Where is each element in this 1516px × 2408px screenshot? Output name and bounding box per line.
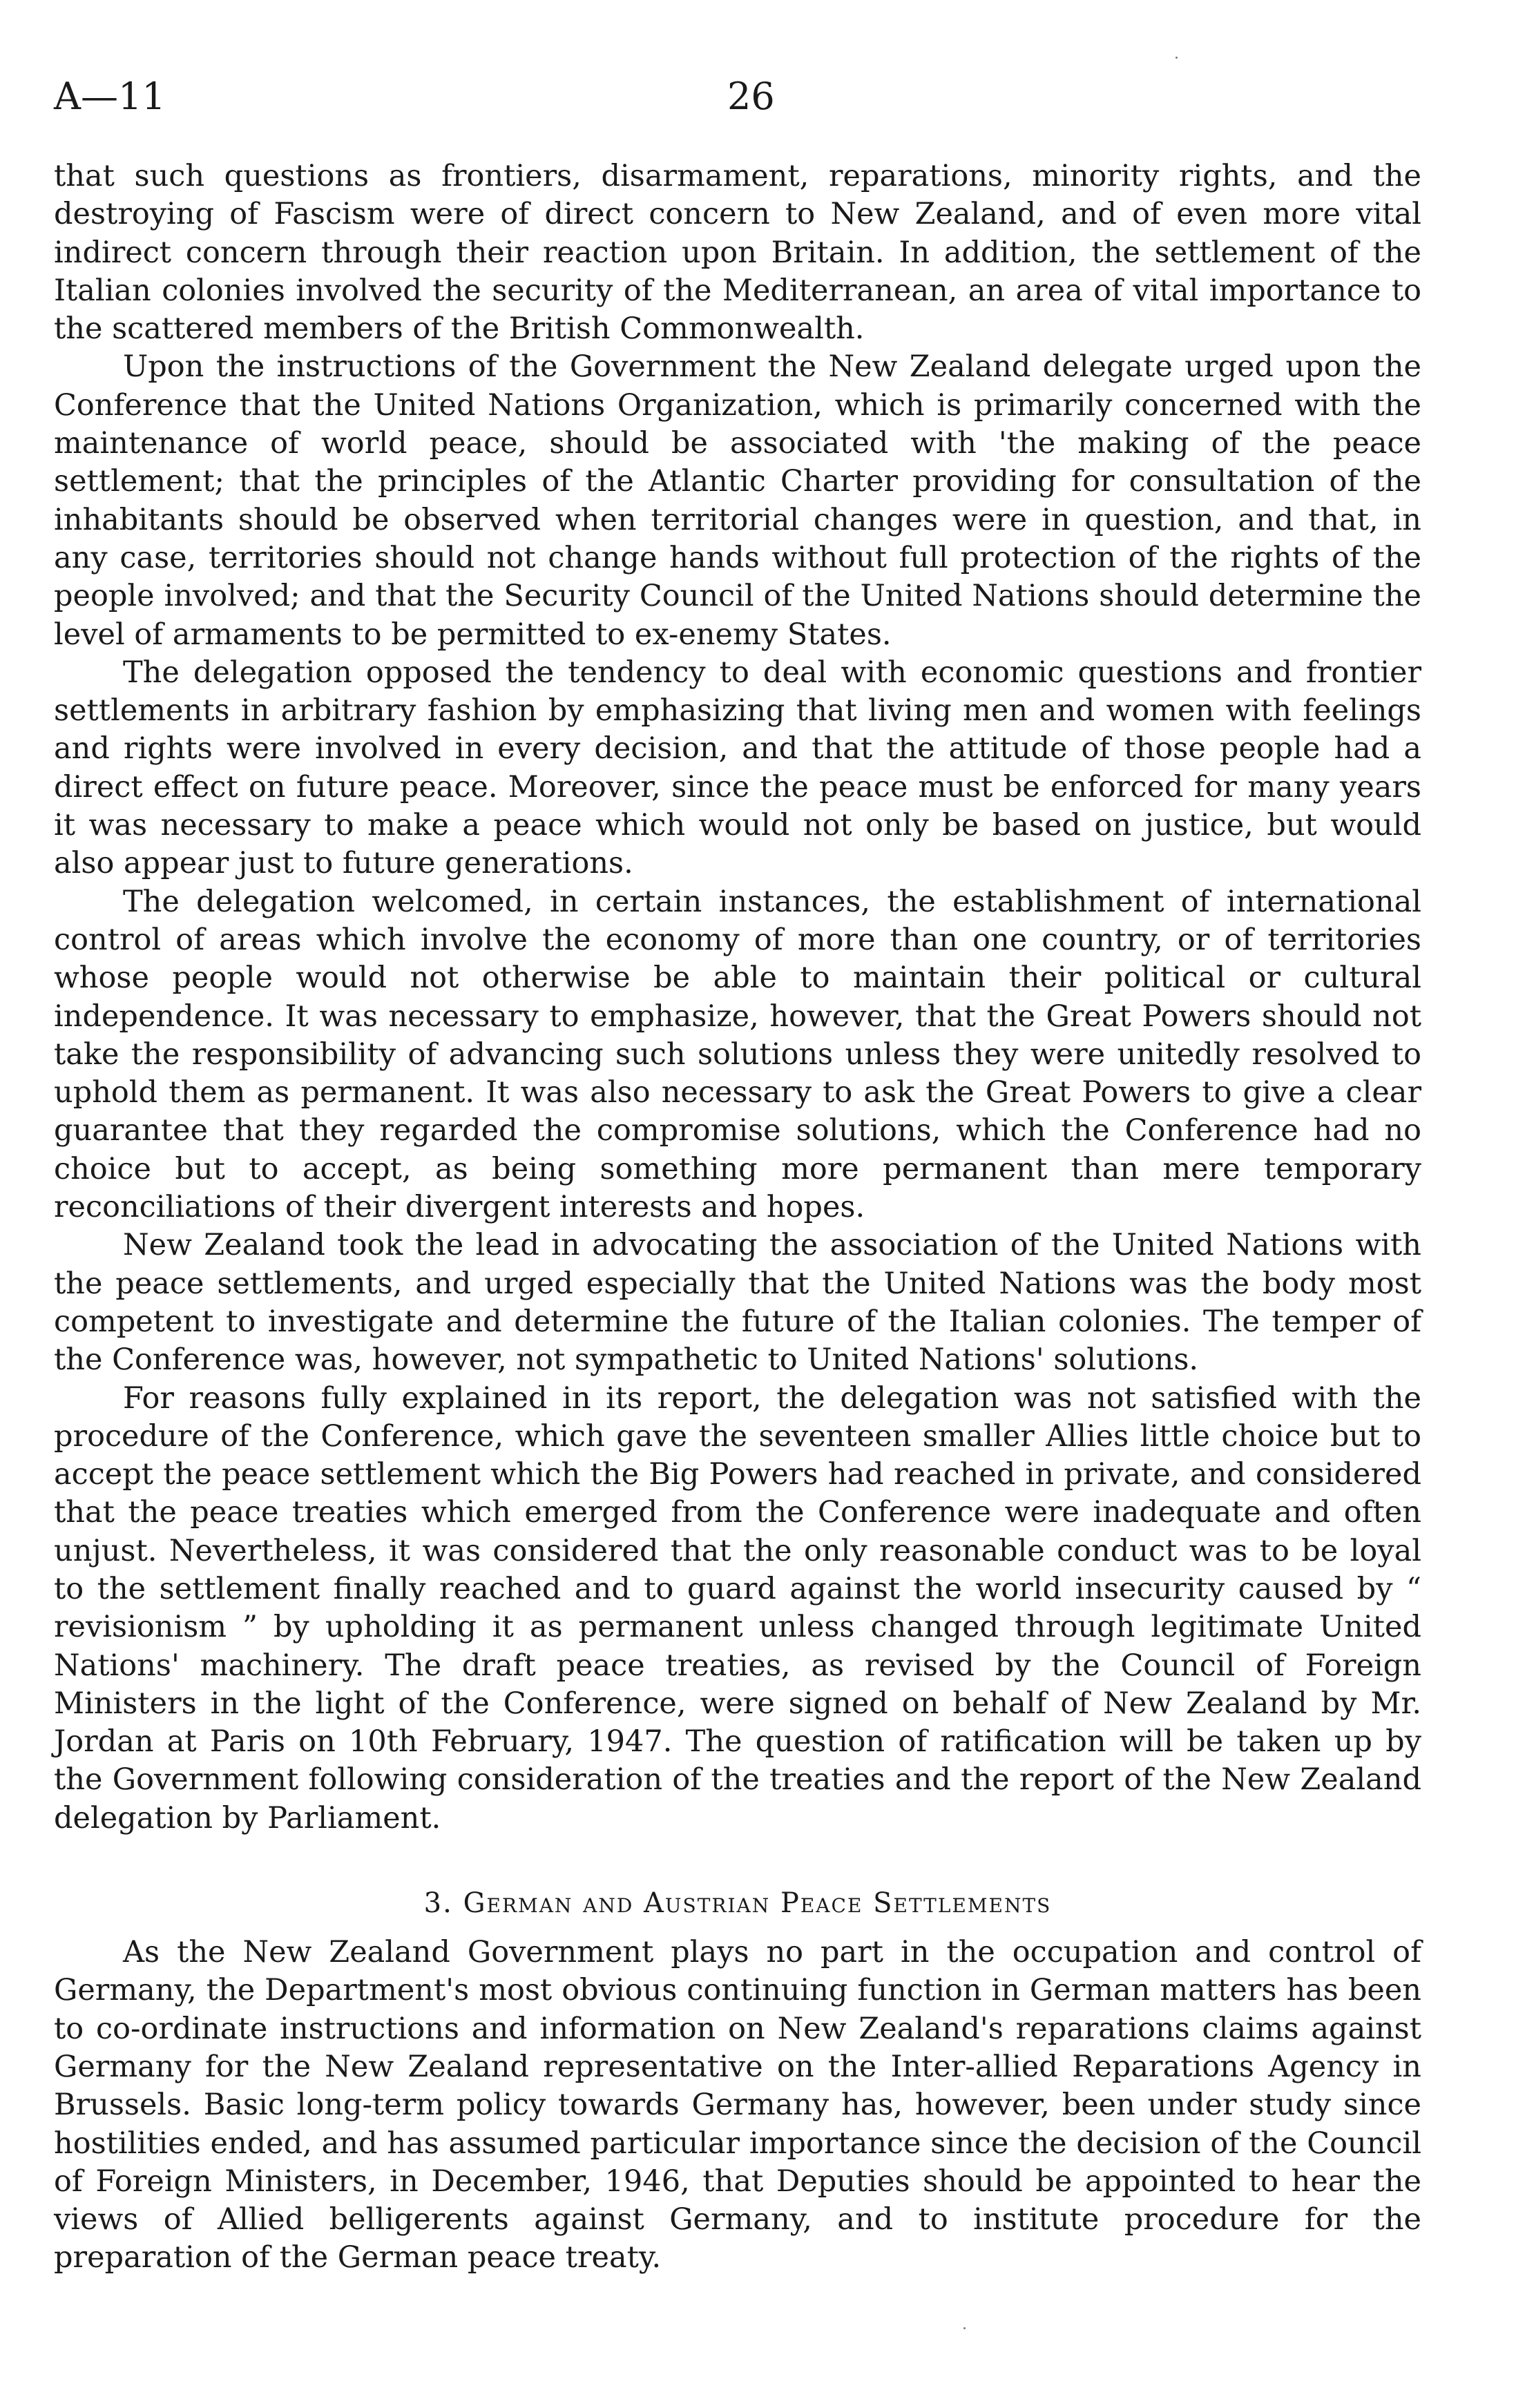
section-number: 3. [423,1887,453,1920]
page-header [54,69,1421,124]
section-title: German and Austrian Peace Settlements [463,1887,1052,1920]
document-reference: A—11 [54,75,166,118]
scan-speck [963,2327,966,2329]
page-number: 26 [727,75,775,118]
paragraph-7: As the New Zealand Government plays no part in the occupation and control of Germany, the Department's most obvious continuing function in German matters has been to co-ordinate instructions and information on New Zealand's reparations claims against Germany for the New Zealand representative on the Inter-allied Reparations Agency in Brussels. Basic long-term policy towards Germany has, however, been under study since hostilities ended, and has assumed particular importance since the decision of the Council of Foreign Ministers, in December, 1946, that Deputies should be appointed to hear the views of Allied belligerents against Germany, and to institute procedure for the preparation of the German peace treaty. [54,1935,1421,2275]
document-page [54,69,1421,2277]
body-text [54,157,1421,2277]
paragraph-4: The delegation welcomed, in certain instances, the establishment of international control of areas which involve the economy of more than one country, or of territories whose people would not otherwise be able to maintain their political or cultural independence. It was necessary to emphasize, however, that the Great Powers should not take the responsibility of advancing such solutions unless they were unitedly resolved to uphold them as permanent. It was also necessary to ask the Great Powers to give a clear guarantee that they regarded the compromise solutions, which the Conference had no choice but to accept, as being something more permanent than mere temporary reconciliations of their divergent interests and hopes. [54,884,1421,1225]
paragraph-3: The delegation opposed the tendency to deal with economic questions and frontier settlements in arbitrary fashion by emphasizing that living men and women with feelings and rights were involved in every decision, and that the attitude of those people had a direct effect on future peace. Moreover, since the peace must be enforced for many years it was necessary to make a peace which would not only be based on justice, but would also appear just to future generations. [54,655,1421,881]
paragraph-5: New Zealand took the lead in advocating the association of the United Nations with the peace settlements, and urged especially that the United Nations was the body most competent to investigate and determine the future of the Italian colonies. The temper of the Conference was, however, not sympathetic to United Nations' solutions. [54,1228,1421,1378]
paragraph-6: For reasons fully explained in its report, the delegation was not satisfied with the procedure of the Conference, which gave the seventeen smaller Allies little choice but to accept the peace settlement which the Big Powers had reached in private, and considered that the peace treaties which emerged from the Conference were inadequate and often unjust. Nevertheless, it was considered that the only reasonable conduct was to be loyal to the settlement finally reached and to guard against the world insecurity caused by “ revisionism ” by upholding it as permanent unless changed through legitimate United Nations' machinery. The draft peace treaties, as revised by the Council of Foreign Ministers in the light of the Conference, were signed on behalf of New Zealand by Mr. Jordan at Paris on 10th February, 1947. The question of ratification will be taken up by the Government following consideration of the treaties and the report of the New Zealand delegation by Parliament. [54,1380,1421,1836]
paragraph-1: that such questions as frontiers, disarmament, reparations, minority rights, and the destroying of Fascism were of direct concern to New Zealand, and of even more vital indirect concern through their reaction upon Britain. In addition, the settlement of the Italian colonies involved the security of the Mediterranean, an area of vital importance to the scattered members of the British Commonwealth. [54,159,1421,347]
paragraph-2: Upon the instructions of the Government the New Zealand delegate urged upon the Conference that the United Nations Organization, which is primarily concerned with the maintenance of world peace, should be associated with 'the making of the peace settlement; that the principles of the Atlantic Charter providing for consultation of the inhabitants should be observed when territorial changes were in question, and that, in any case, territories should not change hands without full protection of the rights of the people involved; and that the Security Council of the United Nations should determine the level of armaments to be permitted to ex-enemy States. [54,349,1421,652]
section-heading [54,1885,1421,1923]
scan-speck [1176,57,1178,59]
